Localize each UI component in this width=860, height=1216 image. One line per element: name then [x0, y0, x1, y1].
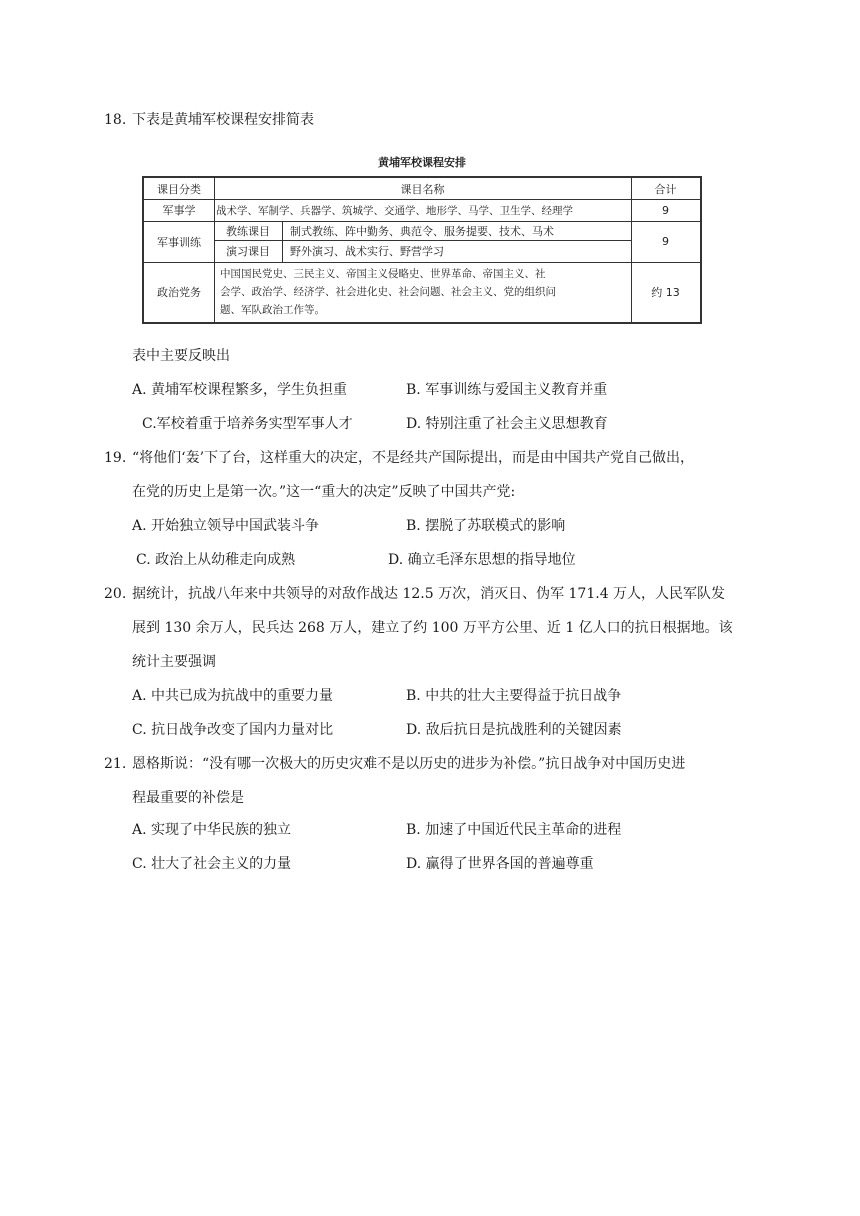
question-18-prompt: 表中主要反映出 [132, 348, 230, 364]
category-military-science: 军事学 [162, 204, 196, 217]
q20-option-b: B. 中共的壮大主要得益于抗日战争 [406, 688, 622, 704]
question-19-stem [104, 448, 694, 468]
q18-option-d: D. 特别注重了社会主义思想教育 [406, 416, 608, 432]
question-21-line-2: 程最重要的补偿是 [132, 790, 244, 806]
total-military-training: 9 [662, 235, 669, 248]
question-text: 下表是黄埔军校课程安排简表 [132, 112, 314, 128]
table-title: 黄埔军校课程安排 [378, 156, 466, 169]
q20-option-d: D. 敌后抗日是抗战胜利的关键因素 [406, 722, 622, 738]
question-number: 21. [104, 756, 127, 772]
q19-option-c: C. 政治上从幼稚走向成熟 [136, 552, 296, 568]
category-politics: 政治党务 [157, 286, 201, 299]
question-text: “将他们‘轰’下了台，这样重大的决定，不是经共产国际提出，而是由中国共产党自己做出， [132, 450, 695, 466]
course-table [142, 176, 702, 324]
sub-label-drill: 教练课目 [226, 224, 270, 238]
content-military-science: 战术学、军制学、兵器学、筑城学、交通学、地形学、马学、卫生学、经理学 [216, 204, 573, 217]
content-politics-line-2: 会学、政治学、经济学、社会进化史、社会问题、社会主义、党的组织问 [220, 285, 556, 298]
q21-option-a: A. 实现了中华民族的独立 [132, 822, 292, 838]
content-exercise: 野外演习、战术实行、野营学习 [290, 245, 444, 258]
q18-option-b: B. 军事训练与爱国主义教育并重 [406, 382, 608, 398]
question-number: 18. [104, 112, 127, 128]
question-20-stem [104, 584, 725, 604]
q18-option-a: A. 黄埔军校课程繁多，学生负担重 [132, 382, 348, 398]
question-text: 恩格斯说：“没有哪一次极大的历史灾难不是以历史的进步为补偿。”抗日战争对中国历史进 [132, 756, 686, 772]
header-course-name: 课目名称 [400, 182, 445, 196]
question-20-line-2: 展到 130 余万人，民兵达 268 万人，建立了约 100 万平方公里、近 1 亿人口的抗日根据地。该 [132, 620, 733, 636]
q20-option-c: C. 抗日战争改变了国内力量对比 [132, 722, 334, 738]
category-military-training: 军事训练 [157, 235, 201, 249]
sub-label-exercise: 演习课目 [226, 245, 270, 258]
q19-option-a: A. 开始独立领导中国武装斗争 [132, 518, 320, 534]
content-politics-line-1: 中国国民党史、三民主义、帝国主义侵略史、世界革命、帝国主义、社 [220, 267, 546, 280]
content-drill: 制式教练、阵中勤务、典范令、服务提要、技术、马术 [290, 224, 554, 238]
q21-option-d: D. 赢得了世界各国的普遍尊重 [406, 856, 594, 872]
q18-option-c: C.军校着重于培养务实型军事人才 [142, 416, 353, 432]
q21-option-b: B. 加速了中国近代民主革命的进程 [406, 822, 622, 838]
content-politics-line-3: 题、军队政治工作等。 [220, 303, 325, 316]
question-number: 20. [104, 586, 127, 602]
question-18-stem [104, 110, 314, 130]
header-category: 课目分类 [157, 182, 201, 196]
q21-option-c: C. 壮大了社会主义的力量 [132, 856, 292, 872]
question-21-stem [104, 754, 685, 774]
q19-option-b: B. 摆脱了苏联模式的影响 [406, 518, 566, 534]
question-20-line-3: 统计主要强调 [132, 654, 216, 670]
total-military-science: 9 [662, 203, 669, 217]
q19-option-d: D. 确立毛泽东思想的指导地位 [388, 552, 576, 568]
header-total: 合计 [654, 182, 677, 196]
question-number: 19. [104, 450, 127, 466]
question-19-line-2: 在党的历史上是第一次。”这一“重大的决定”反映了中国共产党: [132, 484, 516, 500]
q20-option-a: A. 中共已成为抗战中的重要力量 [132, 688, 334, 704]
total-politics: 约 13 [651, 286, 680, 299]
question-text: 据统计，抗战八年来中共领导的对敌作战达 12.5 万次，消灭日、伪军 171.4 万人，人民军队发 [132, 586, 726, 602]
